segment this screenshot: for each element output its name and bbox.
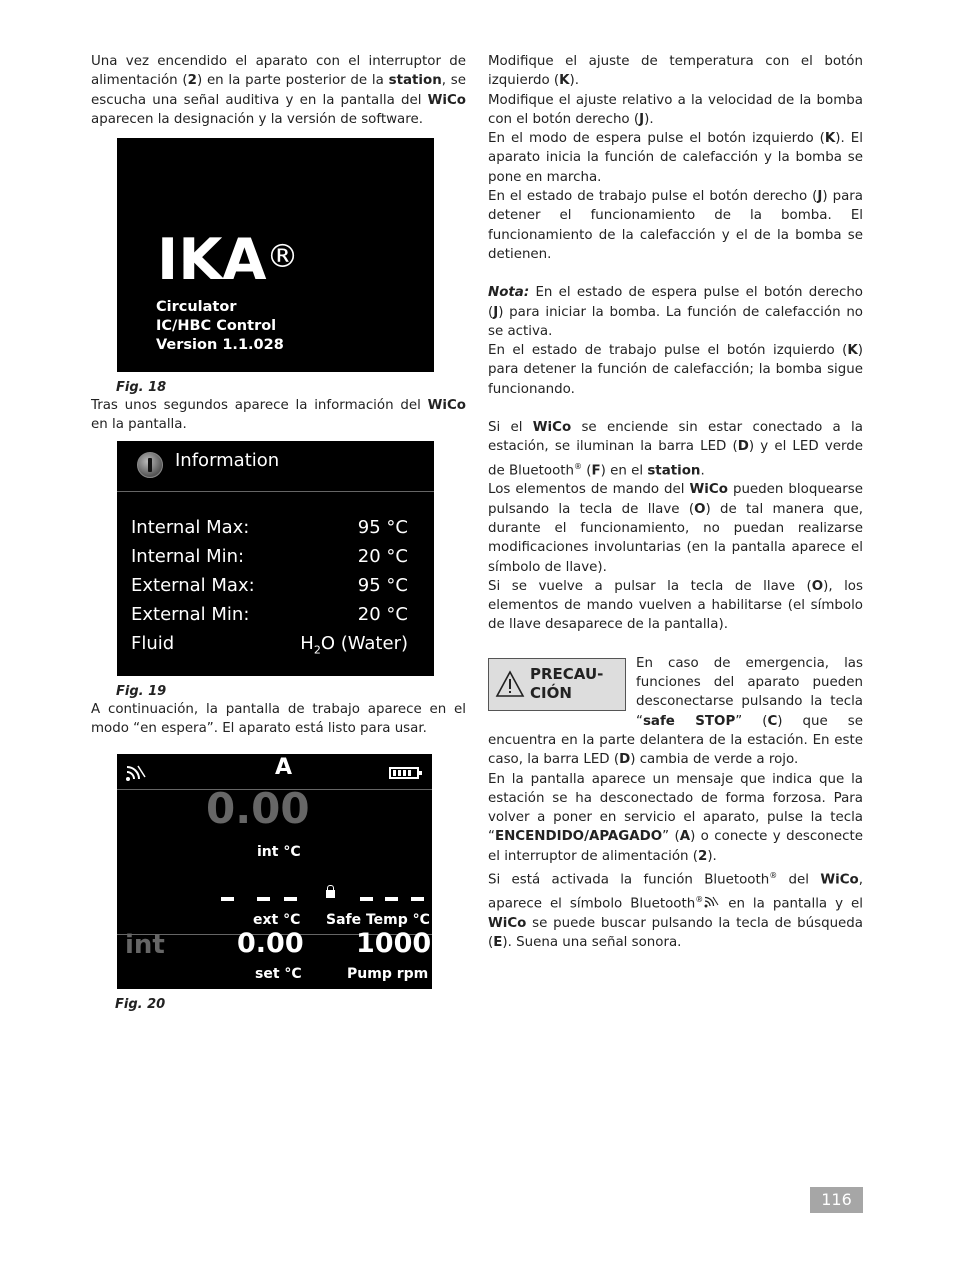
- paragraph: Si está activada la función Bluetooth® del WiCo, aparece el símbolo Bluetooth® en la pantalla y el WiCo se puede buscar pulsando la tecla de búsqueda (E). Suena una señal sonora.: [488, 871, 863, 950]
- information-list: [131, 513, 408, 665]
- mode-indicator: A: [275, 755, 293, 781]
- ext-dash: [221, 897, 234, 901]
- info-row: Internal Min: 20 °C: [131, 545, 408, 567]
- figure-caption: Fig. 19: [116, 683, 167, 699]
- battery-icon: [389, 767, 419, 779]
- emergency-paragraph: En caso de emergencia, las funciones del aparato pueden desconectarse pulsando la tecla “safe STOP” (C) que se encuentra en la parte delantera de la estación. En este caso, la barra LED (D) cambia de verde a rojo.: [488, 655, 863, 768]
- note-paragraph: Nota: En el estado de espera pulse el botón derecho (J) para iniciar la bomba. La función de calefacción no se activa.: [488, 285, 863, 339]
- pump-speed-value: 1000: [356, 928, 432, 960]
- paragraph: Modifique el ajuste de temperatura con el botón izquierdo (K).: [488, 54, 863, 89]
- ika-logo: IKA®: [157, 227, 299, 294]
- internal-temperature-value: 0.00: [206, 784, 310, 834]
- paragraph: Los elementos de mando del WiCo pueden bloquearse pulsando la tecla de llave (O) de tal manera que, durante el funcionamiento, no puedan realizarse modificaciones involuntarias (en la pantalla aparece el símbolo de llave).: [488, 482, 863, 575]
- caution-label: PRECAU- CIÓN: [530, 664, 604, 702]
- figure-caption: Fig. 18: [116, 380, 167, 396]
- pump-speed-unit: Pump rpm: [347, 966, 429, 983]
- information-header: [117, 441, 434, 492]
- paragraph-power-on: Una vez encendido el aparato con el interruptor de alimentación (2) en la parte posterior de la station, se escucha una señal auditiva y en la pantalla del WiCo aparecen la designación y la versión de software.: [91, 54, 466, 127]
- safe-dash: [411, 897, 424, 901]
- int-label: int: [125, 930, 165, 961]
- paragraph: En el estado de trabajo pulse el botón izquierdo (K) para detener la función de calefacción; la bomba sigue funcionando.: [488, 343, 863, 397]
- paragraph: En el estado de trabajo pulse el botón derecho (J) para detener el funcionamiento de la bomba. El funcionamiento de la calefacción y el de la bomba se detienen.: [488, 189, 863, 262]
- info-row: External Max: 95 °C: [131, 574, 408, 596]
- paragraph-standby: A continuación, la pantalla de trabajo aparece en el modo “en espera”. El aparato está listo para usar.: [91, 701, 466, 737]
- set-temperature-unit: set °C: [255, 966, 302, 983]
- set-temperature-value: 0.00: [237, 928, 304, 960]
- ext-dash: [257, 897, 270, 901]
- caution-box: [488, 658, 626, 711]
- figure-19-information-screen: [117, 441, 434, 676]
- figure-20-working-screen: [117, 754, 432, 989]
- information-title: Information: [175, 449, 280, 471]
- info-row-fluid: Fluid $H_2O$ (Water): [131, 632, 408, 657]
- internal-temperature-unit: int °C: [257, 844, 301, 861]
- paragraph: En la pantalla aparece un mensaje que indica que la estación se ha desconectado de forma forzosa. Para volver a poner en servicio el aparato, pulse la tecla “ENCENDIDO/APAGADO” (A) o conecte y desconecte el interruptor de alimentación (2).: [488, 771, 863, 864]
- bluetooth-signal-icon: [125, 764, 147, 782]
- left-column: [91, 52, 466, 1013]
- figure-18-startup-screen: [117, 138, 434, 372]
- ext-dash: [284, 897, 297, 901]
- info-row: External Min: 20 °C: [131, 603, 408, 625]
- lock-icon: [326, 890, 335, 898]
- paragraph: Modifique el ajuste relativo a la velocidad de la bomba con el botón derecho (J).: [488, 92, 863, 127]
- software-version-info: Circulator IC/HBC Control Version 1.1.028: [156, 299, 284, 354]
- paragraph-info: Tras unos segundos aparece la información del WiCo en la pantalla.: [91, 398, 466, 433]
- paragraph: Si el WiCo se enciende sin estar conectado a la estación, se iluminan la barra LED (D) y el LED verde de Bluetooth® (F) en el station.: [488, 420, 863, 479]
- page-number: 116: [810, 1187, 863, 1213]
- warning-triangle-icon: [495, 670, 525, 698]
- right-column: [488, 52, 863, 952]
- bluetooth-signal-icon: [704, 896, 719, 908]
- safe-dash: [385, 897, 398, 901]
- figure-caption: Fig. 20: [115, 997, 166, 1013]
- info-icon: [137, 452, 163, 478]
- safe-temp-unit: Safe Temp °C: [326, 912, 430, 929]
- safe-dash: [360, 897, 373, 901]
- paragraph: Si se vuelve a pulsar la tecla de llave (O), los elementos de mando vuelven a habilitarse (el símbolo de llave desaparece de la pantalla).: [488, 578, 863, 633]
- external-temperature-unit: ext °C: [253, 912, 301, 929]
- paragraph: En el modo de espera pulse el botón izquierdo (K). El aparato inicia la función de calefacción y la bomba se pone en marcha.: [488, 131, 863, 185]
- info-row: Internal Max: 95 °C: [131, 516, 408, 538]
